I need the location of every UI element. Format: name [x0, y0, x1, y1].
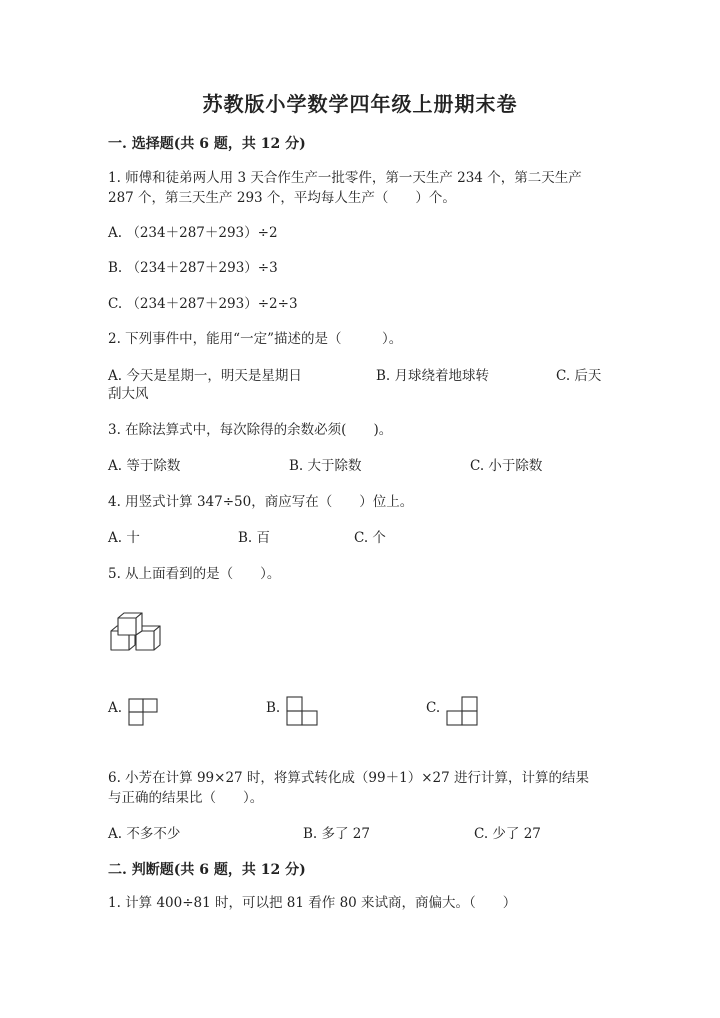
q1-option-c: C. （234＋287＋293）÷2÷3 — [108, 296, 298, 312]
q1-option-b: B. （234＋287＋293）÷3 — [108, 260, 278, 276]
q6-option-c: C. 少了 27 — [474, 826, 541, 842]
page-title: 苏教版小学数学四年级上册期末卷 — [202, 92, 518, 116]
q2-option-c: C. 后天 — [556, 368, 602, 384]
q4-stem: 4. 用竖式计算 347÷50，商应写在（ ）位上。 — [108, 494, 414, 510]
q5-stem: 5. 从上面看到的是（ ）。 — [108, 566, 281, 582]
q6-stem-line1: 6. 小芳在计算 99×27 时，将算式转化成（99＋1）×27 进行计算，计算的结果 — [108, 770, 589, 786]
section-heading-choice: 一. 选择题(共 6 题，共 12 分) — [108, 136, 306, 152]
q6-option-a: A. 不多不少 — [108, 826, 181, 842]
q1-stem-line1: 1. 师傅和徒弟两人用 3 天合作生产一批零件，第一天生产 234 个，第二天生产 — [108, 170, 582, 186]
q2-option-c-continued: 刮大风 — [108, 386, 149, 402]
q2-option-a: A. 今天是星期一，明天是星期日 — [108, 368, 302, 384]
q1-option-a: A. （234＋287＋293）÷2 — [108, 225, 278, 241]
q5-option-c-grid — [446, 696, 478, 726]
section-heading-judgement: 二. 判断题(共 6 题，共 12 分) — [108, 862, 306, 878]
q1-stem-line2: 287 个，第三天生产 293 个，平均每人生产（ ）个。 — [108, 190, 456, 206]
q3-option-c: C. 小于除数 — [470, 458, 543, 474]
q3-stem: 3. 在除法算式中，每次除得的余数必须( )。 — [108, 422, 393, 438]
q6-option-b: B. 多了 27 — [303, 826, 370, 842]
q5-option-b-grid — [286, 696, 318, 726]
q4-option-b: B. 百 — [238, 530, 271, 546]
q3-option-b: B. 大于除数 — [289, 458, 362, 474]
q4-option-c: C. 个 — [354, 530, 386, 546]
q4-option-a: A. 十 — [108, 530, 140, 546]
j1-stem: 1. 计算 400÷81 时，可以把 81 看作 80 来试商，商偏大。（ ） — [108, 895, 517, 911]
q3-option-a: A. 等于除数 — [108, 458, 181, 474]
q2-option-b: B. 月球绕着地球转 — [376, 368, 490, 384]
cube-stack-figure — [108, 613, 164, 653]
q6-stem-line2: 与正确的结果比（ ）。 — [108, 790, 264, 806]
q5-option-a-grid — [128, 698, 158, 726]
q5-option-c-label: C. — [426, 700, 441, 716]
q2-stem: 2. 下列事件中，能用“一定”描述的是（ ）。 — [108, 331, 403, 347]
q5-option-a-label: A. — [108, 700, 123, 716]
q5-option-b-label: B. — [266, 700, 281, 716]
